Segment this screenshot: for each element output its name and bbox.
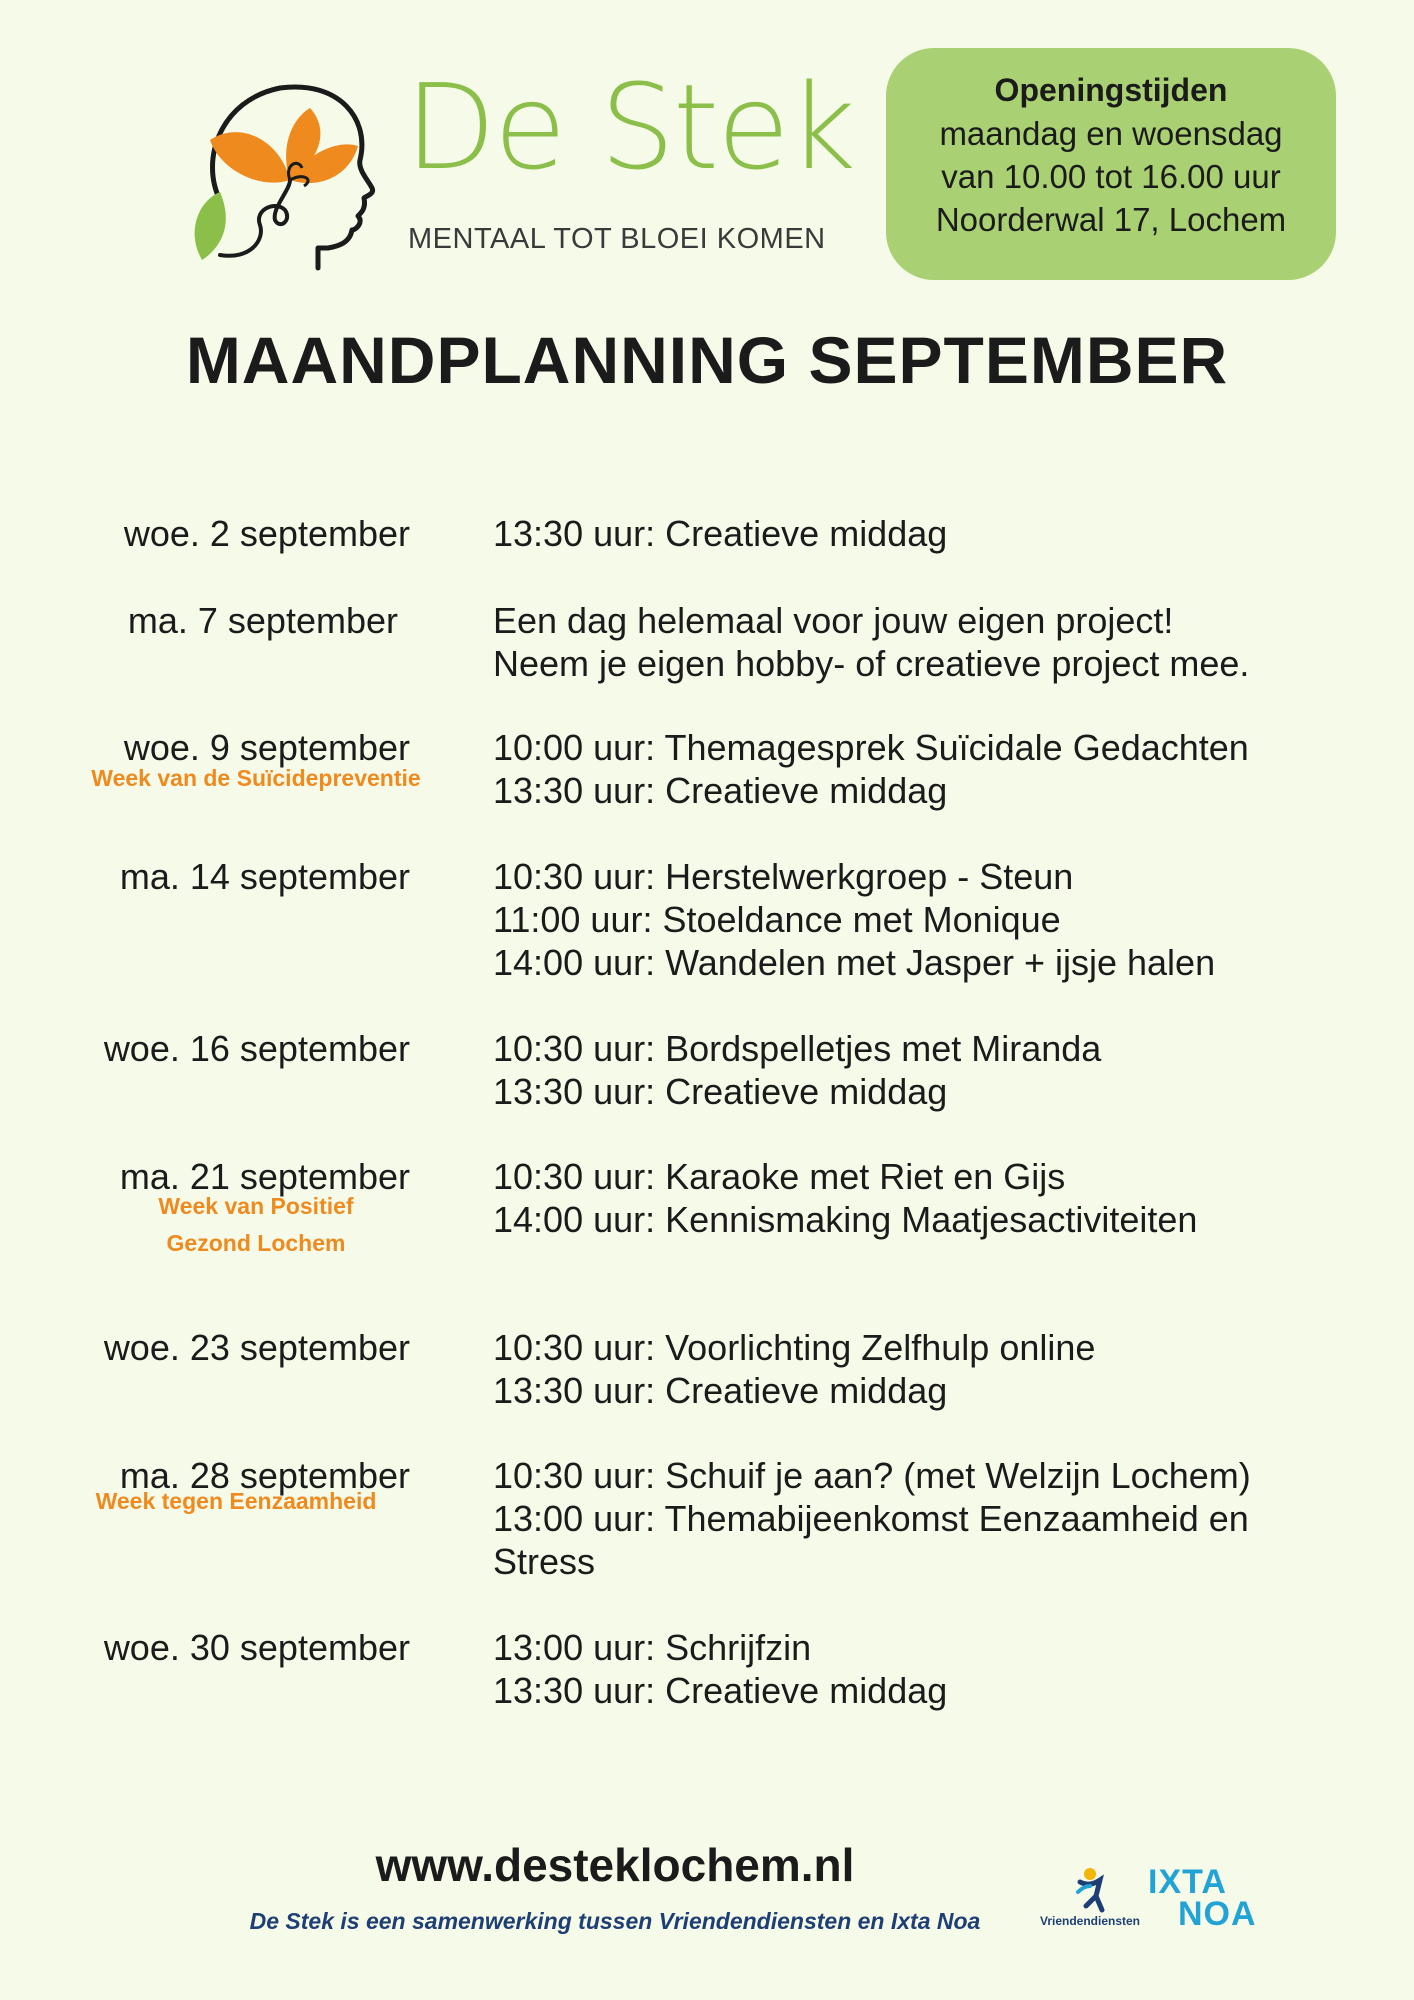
awareness-week-note: Week van de Suïcidepreventie — [91, 765, 421, 791]
brand-name: De Stek — [405, 58, 855, 196]
schedule-events — [493, 1626, 1393, 1712]
schedule-events — [493, 1027, 1393, 1113]
schedule-event: 13:30 uur: Creatieve middag — [493, 1670, 948, 1711]
schedule-day: woe. 9 september — [123, 727, 410, 768]
schedule-events — [493, 1326, 1393, 1412]
schedule-event: Neem je eigen hobby- of creatieve project mee. — [493, 643, 1250, 684]
schedule-event: 13:30 uur: Creatieve middag — [493, 1370, 948, 1411]
vriendendiensten-logo — [1020, 1866, 1160, 1936]
schedule-event: 14:00 uur: Kennismaking Maatjesactiviteiten — [493, 1199, 1198, 1240]
footer-note: De Stek is een samenwerking tussen Vriendendiensten en Ixta Noa — [249, 1908, 981, 1934]
schedule-event: 13:00 uur: Themabijeenkomst Eenzaamheid en — [493, 1498, 1249, 1539]
schedule-event: 14:00 uur: Wandelen met Jasper + ijsje halen — [493, 942, 1216, 983]
schedule-events — [493, 855, 1393, 984]
opening-hours-line: maandag en woensdag — [939, 115, 1283, 152]
vriendendiensten-icon — [1020, 1866, 1160, 1916]
opening-hours-title: Openingstijden — [994, 72, 1228, 108]
page-title: MAANDPLANNING SEPTEMBER — [185, 323, 1229, 397]
schedule-event: Een dag helemaal voor jouw eigen project! — [493, 600, 1174, 641]
opening-hours-box — [886, 48, 1336, 280]
awareness-week-note: Gezond Lochem — [166, 1230, 346, 1256]
partner-logo-text: IXTA — [1148, 1863, 1227, 1901]
schedule-event: 10:30 uur: Bordspelletjes met Miranda — [493, 1028, 1102, 1069]
schedule-day: woe. 23 september — [103, 1327, 410, 1368]
schedule-day: woe. 16 september — [103, 1028, 410, 1069]
schedule-event: Stress — [493, 1541, 596, 1582]
awareness-week-note: Week tegen Eenzaamheid — [95, 1488, 377, 1514]
schedule-day: ma. 28 september — [119, 1455, 410, 1496]
schedule-event: 10:30 uur: Schuif je aan? (met Welzijn Lochem) — [493, 1455, 1251, 1496]
brand-tagline: MENTAAL TOT BLOEI KOMEN — [408, 223, 826, 255]
schedule-day: ma. 7 september — [127, 600, 398, 641]
head-flower-icon — [180, 80, 400, 280]
partner-logo-text: NOA — [1178, 1895, 1257, 1933]
schedule-event: 10:30 uur: Karaoke met Riet en Gijs — [493, 1156, 1066, 1197]
schedule-day: woe. 2 september — [123, 513, 410, 554]
schedule-event: 13:30 uur: Creatieve middag — [493, 770, 948, 811]
schedule-day: ma. 21 september — [119, 1156, 410, 1197]
schedule-event: 10:00 uur: Themagesprek Suïcidale Gedachten — [493, 727, 1249, 768]
website-link[interactable]: www.desteklochem.nl — [375, 1839, 855, 1891]
opening-hours-line: Noorderwal 17, Lochem — [935, 201, 1287, 238]
de-stek-logo — [180, 58, 855, 280]
schedule-event: 10:30 uur: Voorlichting Zelfhulp online — [493, 1327, 1096, 1368]
ixta-noa-logo — [1148, 1860, 1278, 1940]
schedule-events — [493, 1454, 1393, 1583]
partner-name: Vriendendiensten — [1039, 1914, 1141, 1928]
schedule-event: 11:00 uur: Stoeldance met Monique — [493, 899, 1061, 940]
awareness-week-note: Week van Positief — [158, 1193, 354, 1219]
schedule-events — [493, 1155, 1393, 1241]
schedule-events — [493, 599, 1393, 685]
schedule-event: 13:30 uur: Creatieve middag — [493, 1071, 948, 1112]
schedule-day: ma. 14 september — [119, 856, 410, 897]
schedule-event: 13:30 uur: Creatieve middag — [493, 513, 948, 554]
schedule-events — [493, 726, 1393, 812]
opening-hours-line: van 10.00 tot 16.00 uur — [941, 158, 1281, 195]
schedule-events — [493, 512, 1393, 555]
schedule-event: 13:00 uur: Schrijfzin — [493, 1627, 812, 1668]
schedule-day: woe. 30 september — [103, 1627, 410, 1668]
schedule-event: 10:30 uur: Herstelwerkgroep - Steun — [493, 856, 1074, 897]
